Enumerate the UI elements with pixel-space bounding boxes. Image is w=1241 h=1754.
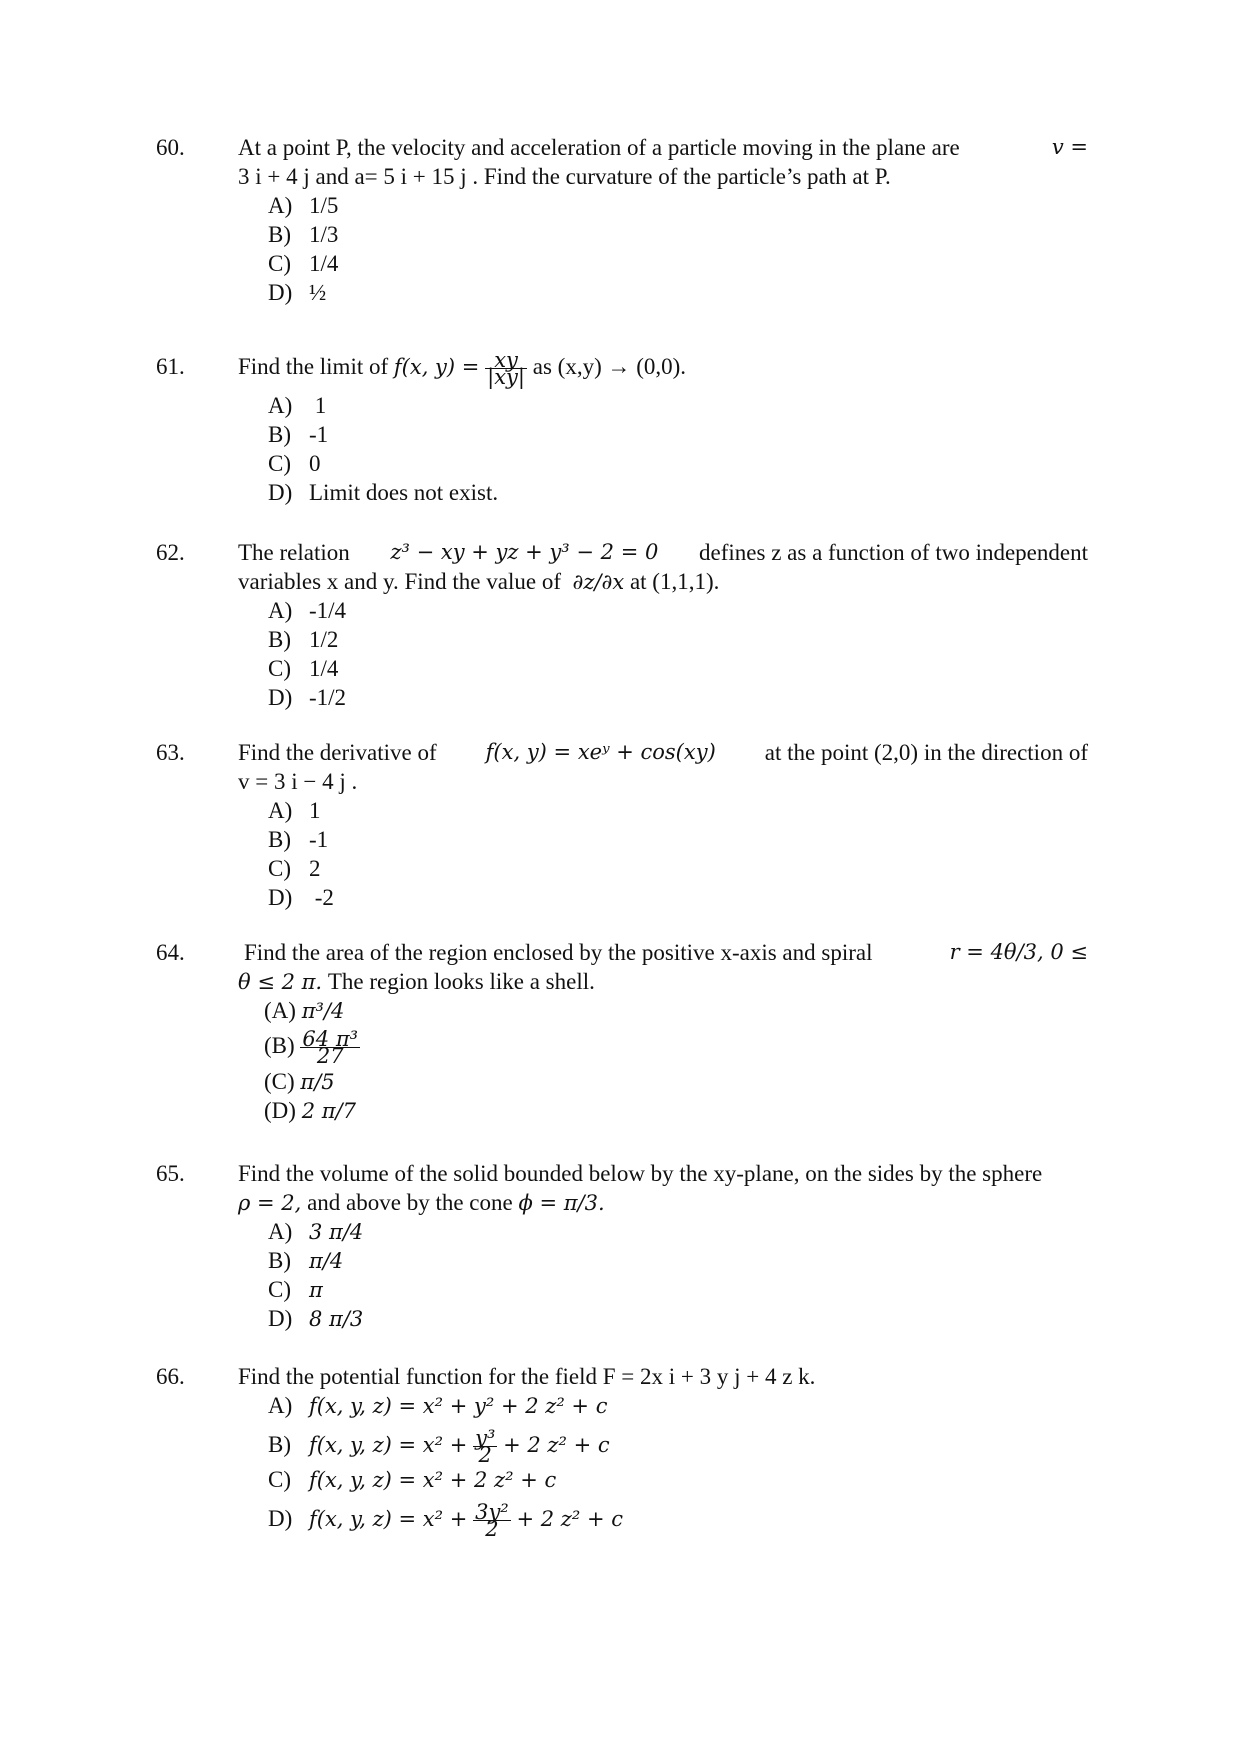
question-text-line: Find the volume of the solid bounded below by the xy-plane, on the sides by the sphere — [238, 1161, 1043, 1186]
question-number: 63. — [156, 740, 185, 765]
option-a[interactable]: A) 1/5 — [268, 193, 339, 218]
question-body — [238, 938, 1088, 1125]
option-c[interactable]: (C) π/5 — [264, 1069, 335, 1094]
fraction: $\frac{xy}{|xy|}$ — [487, 348, 525, 390]
option-a[interactable]: A) 1 — [268, 393, 327, 418]
question-body — [238, 133, 1088, 307]
question-number: 65. — [156, 1161, 185, 1186]
options-list — [264, 996, 1088, 1125]
question-text-line: Find the area of the region enclosed by the positive x-axis and spiral r = 4θ/3, 0 ≤ — [244, 940, 1088, 965]
question-text-line: At a point P, the velocity and acceleration of a particle moving in the plane are v = — [238, 135, 1088, 160]
option-c[interactable]: C) π — [268, 1277, 323, 1302]
option-b[interactable]: (B) $\frac{\text{64 π³}}{27}$ — [264, 1027, 359, 1069]
options-list — [268, 596, 1088, 712]
question-text-line: Find the derivative of f(x, y) = xeʸ + cos(xy) at the point (2,0) in the direction of — [238, 740, 1088, 765]
option-b[interactable]: B) 1/3 — [268, 222, 339, 247]
options-list — [268, 1391, 1088, 1542]
question-number: 61. — [156, 354, 185, 379]
question-body — [238, 1159, 1088, 1333]
fraction: $\frac{\text{3y²}}{2}$ — [475, 1500, 509, 1542]
question-number: 64. — [156, 940, 185, 965]
option-a[interactable]: A) -1/4 — [268, 598, 347, 623]
option-d[interactable]: D) -1/2 — [268, 685, 347, 710]
question-body — [238, 538, 1088, 712]
question-text-line: v = 3 i − 4 j . — [238, 769, 358, 794]
option-a[interactable]: A) 1 — [268, 798, 321, 823]
options-list — [268, 796, 1088, 912]
question-body — [238, 1362, 1088, 1542]
options-list — [268, 1217, 1088, 1333]
question-number: 60. — [156, 135, 185, 160]
question-text-line: Find the potential function for the field F = 2x i + 3 y j + 4 z k. — [238, 1364, 816, 1389]
option-a[interactable]: A) 3 π/4 — [268, 1219, 364, 1244]
option-d[interactable]: (D) 2 π/7 — [264, 1098, 356, 1123]
options-list — [268, 391, 1088, 507]
question-number: 62. — [156, 540, 185, 565]
question-text-line: 3 i + 4 j and a= 5 i + 15 j . Find the curvature of the particle’s path at P. — [238, 164, 891, 189]
fraction: $\frac{\text{y³}}{2}$ — [475, 1426, 496, 1468]
question-text-line: Find the limit of f(x, y) = $\frac{xy}{|xy|}$ as (x,y) → (0,0). — [238, 348, 687, 390]
fraction: $\frac{\text{64 π³}}{27}$ — [302, 1027, 359, 1069]
option-c[interactable]: C) 1/4 — [268, 656, 339, 681]
option-c[interactable]: C) 2 — [268, 856, 321, 881]
question-text-line: ρ = 2, and above by the cone ϕ = π/3. — [238, 1190, 605, 1215]
option-d[interactable]: D) ½ — [268, 280, 327, 305]
option-c[interactable]: C) f(x, y, z) = x² + 2 z² + c — [268, 1467, 557, 1492]
option-c[interactable]: C) 0 — [268, 451, 321, 476]
option-b[interactable]: B) -1 — [268, 422, 329, 447]
option-b[interactable]: B) f(x, y, z) = x² + $\frac{\text{y³}}{2}$ + 2 z² + c — [268, 1426, 610, 1468]
option-d[interactable]: D) 8 π/3 — [268, 1306, 364, 1331]
question-text-line: variables x and y. Find the value of ∂z/∂x at (1,1,1). — [238, 569, 720, 594]
option-d[interactable]: D) f(x, y, z) = x² + $\frac{\text{3y²}}{2}$ + 2 z² + c — [268, 1500, 623, 1542]
option-d[interactable]: D) -2 — [268, 885, 334, 910]
option-b[interactable]: B) -1 — [268, 827, 329, 852]
option-a[interactable]: A) f(x, y, z) = x² + y² + 2 z² + c — [268, 1393, 608, 1418]
option-b[interactable]: B) 1/2 — [268, 627, 339, 652]
options-list — [268, 191, 1088, 307]
question-text-line: The relation z³ − xy + yz + y³ − 2 = 0 defines z as a function of two independent — [238, 540, 1088, 565]
question-number: 66. — [156, 1364, 185, 1389]
option-c[interactable]: C) 1/4 — [268, 251, 339, 276]
question-body — [238, 348, 1088, 507]
option-d[interactable]: D) Limit does not exist. — [268, 480, 499, 505]
question-body — [238, 738, 1088, 912]
question-text-line: θ ≤ 2 π. The region looks like a shell. — [238, 969, 595, 994]
option-b[interactable]: B) π/4 — [268, 1248, 344, 1273]
option-a[interactable]: (A) π³/4 — [264, 998, 345, 1023]
